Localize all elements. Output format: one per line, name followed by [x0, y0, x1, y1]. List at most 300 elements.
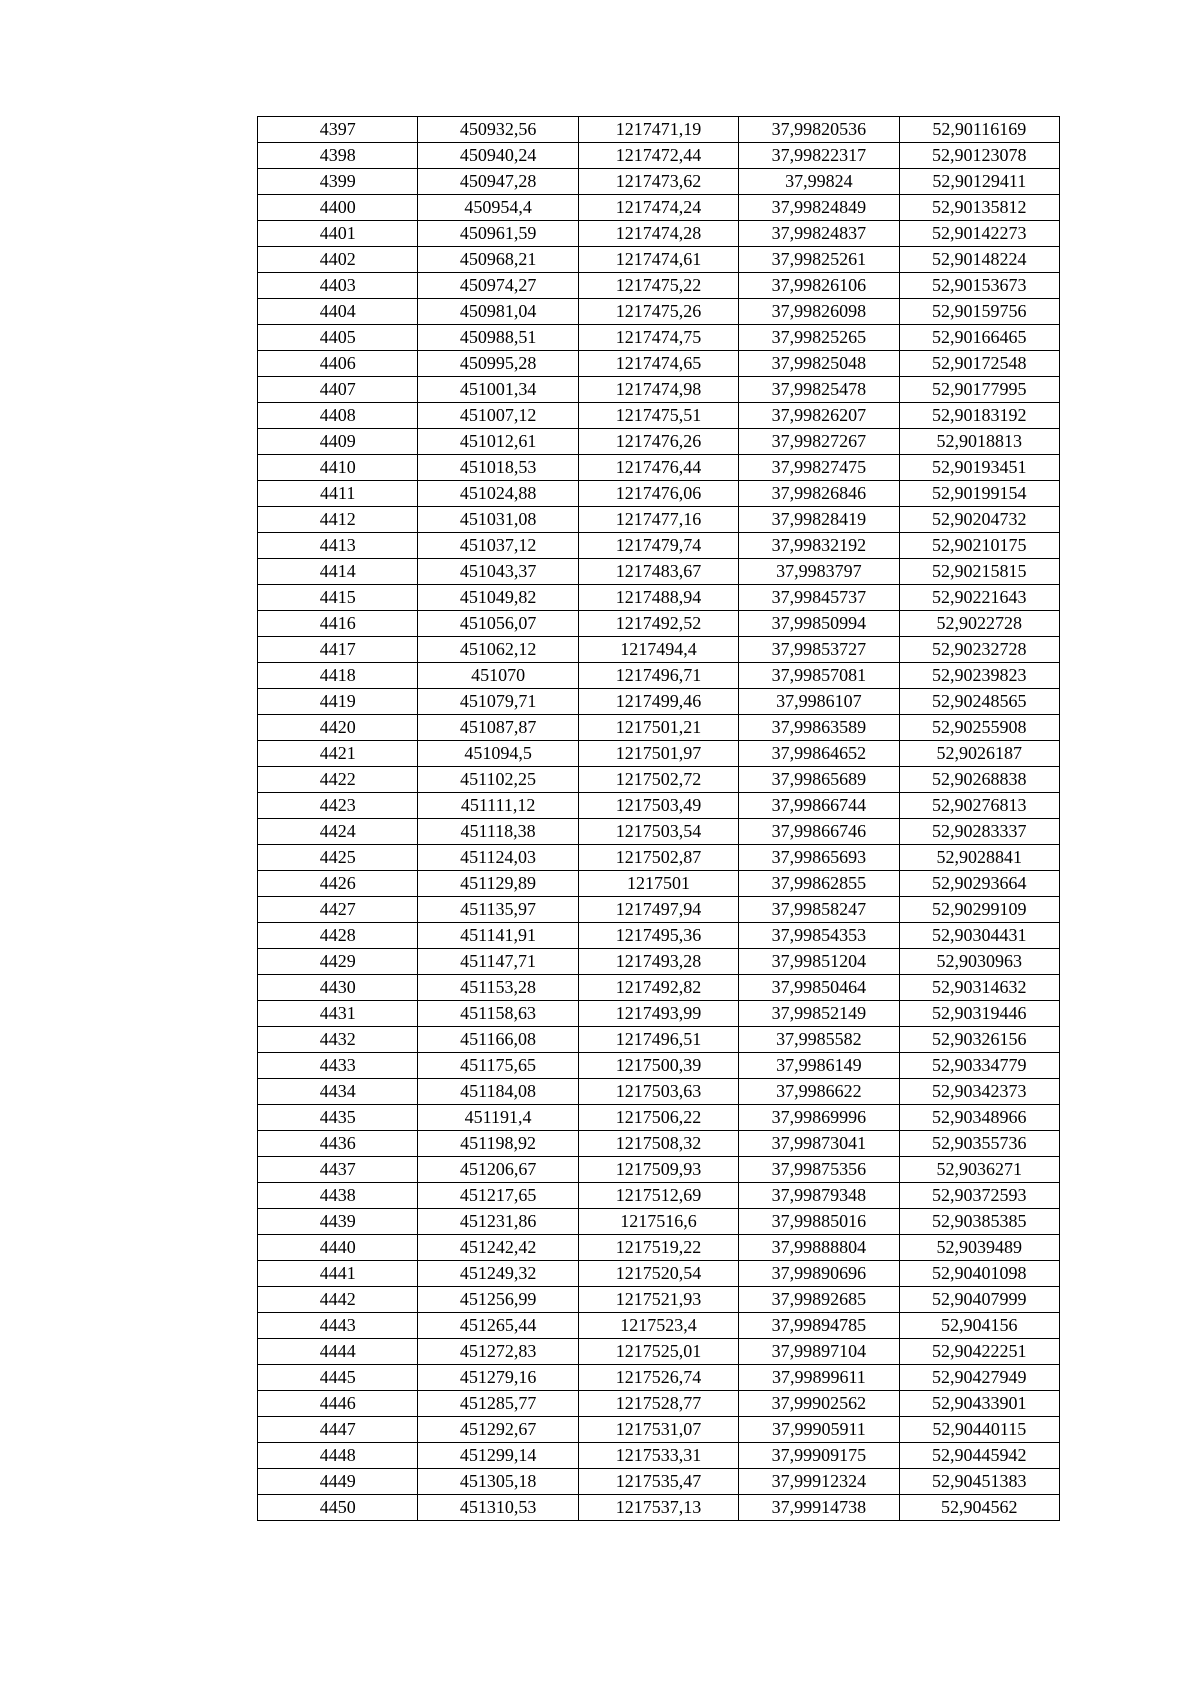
longitude-cell: 37,99825265 — [739, 325, 899, 351]
longitude-cell: 37,99858247 — [739, 897, 899, 923]
x-coordinate-cell: 451191,4 — [418, 1105, 578, 1131]
y-coordinate-cell: 1217476,26 — [578, 429, 738, 455]
point-number-cell: 4444 — [258, 1339, 418, 1365]
latitude-cell: 52,9030963 — [899, 949, 1059, 975]
y-coordinate-cell: 1217501,97 — [578, 741, 738, 767]
table-row — [258, 1495, 1060, 1521]
latitude-cell: 52,90116169 — [899, 117, 1059, 143]
table-row — [258, 481, 1060, 507]
point-number-cell: 4431 — [258, 1001, 418, 1027]
point-number-cell: 4441 — [258, 1261, 418, 1287]
x-coordinate-cell: 451158,63 — [418, 1001, 578, 1027]
latitude-cell: 52,90372593 — [899, 1183, 1059, 1209]
y-coordinate-cell: 1217503,49 — [578, 793, 738, 819]
x-coordinate-cell: 451031,08 — [418, 507, 578, 533]
table-row — [258, 663, 1060, 689]
point-number-cell: 4419 — [258, 689, 418, 715]
x-coordinate-cell: 450995,28 — [418, 351, 578, 377]
x-coordinate-cell: 451153,28 — [418, 975, 578, 1001]
longitude-cell: 37,99897104 — [739, 1339, 899, 1365]
table-row — [258, 793, 1060, 819]
coordinates-table-body — [258, 117, 1060, 1521]
table-row — [258, 273, 1060, 299]
table-row — [258, 1235, 1060, 1261]
longitude-cell: 37,99828419 — [739, 507, 899, 533]
y-coordinate-cell: 1217474,65 — [578, 351, 738, 377]
x-coordinate-cell: 451037,12 — [418, 533, 578, 559]
point-number-cell: 4412 — [258, 507, 418, 533]
latitude-cell: 52,90135812 — [899, 195, 1059, 221]
point-number-cell: 4405 — [258, 325, 418, 351]
latitude-cell: 52,90304431 — [899, 923, 1059, 949]
longitude-cell: 37,99879348 — [739, 1183, 899, 1209]
longitude-cell: 37,99864652 — [739, 741, 899, 767]
x-coordinate-cell: 451279,16 — [418, 1365, 578, 1391]
point-number-cell: 4436 — [258, 1131, 418, 1157]
x-coordinate-cell: 451217,65 — [418, 1183, 578, 1209]
point-number-cell: 4413 — [258, 533, 418, 559]
latitude-cell: 52,904562 — [899, 1495, 1059, 1521]
point-number-cell: 4409 — [258, 429, 418, 455]
table-row — [258, 559, 1060, 585]
y-coordinate-cell: 1217492,52 — [578, 611, 738, 637]
y-coordinate-cell: 1217516,6 — [578, 1209, 738, 1235]
longitude-cell: 37,99826098 — [739, 299, 899, 325]
table-row — [258, 689, 1060, 715]
table-row — [258, 1261, 1060, 1287]
latitude-cell: 52,90129411 — [899, 169, 1059, 195]
longitude-cell: 37,99902562 — [739, 1391, 899, 1417]
table-row — [258, 325, 1060, 351]
x-coordinate-cell: 451231,86 — [418, 1209, 578, 1235]
y-coordinate-cell: 1217474,24 — [578, 195, 738, 221]
table-row — [258, 1131, 1060, 1157]
latitude-cell: 52,90440115 — [899, 1417, 1059, 1443]
x-coordinate-cell: 451094,5 — [418, 741, 578, 767]
longitude-cell: 37,99826846 — [739, 481, 899, 507]
x-coordinate-cell: 451141,91 — [418, 923, 578, 949]
table-row — [258, 1469, 1060, 1495]
point-number-cell: 4416 — [258, 611, 418, 637]
latitude-cell: 52,90159756 — [899, 299, 1059, 325]
latitude-cell: 52,90215815 — [899, 559, 1059, 585]
latitude-cell: 52,90153673 — [899, 273, 1059, 299]
longitude-cell: 37,99820536 — [739, 117, 899, 143]
y-coordinate-cell: 1217508,32 — [578, 1131, 738, 1157]
latitude-cell: 52,90348966 — [899, 1105, 1059, 1131]
x-coordinate-cell: 451175,65 — [418, 1053, 578, 1079]
latitude-cell: 52,90334779 — [899, 1053, 1059, 1079]
table-row — [258, 429, 1060, 455]
longitude-cell: 37,99850464 — [739, 975, 899, 1001]
longitude-cell: 37,99912324 — [739, 1469, 899, 1495]
point-number-cell: 4423 — [258, 793, 418, 819]
latitude-cell: 52,90314632 — [899, 975, 1059, 1001]
x-coordinate-cell: 451062,12 — [418, 637, 578, 663]
y-coordinate-cell: 1217483,67 — [578, 559, 738, 585]
y-coordinate-cell: 1217535,47 — [578, 1469, 738, 1495]
point-number-cell: 4399 — [258, 169, 418, 195]
table-row — [258, 871, 1060, 897]
x-coordinate-cell: 451102,25 — [418, 767, 578, 793]
x-coordinate-cell: 450981,04 — [418, 299, 578, 325]
table-row — [258, 299, 1060, 325]
x-coordinate-cell: 450932,56 — [418, 117, 578, 143]
latitude-cell: 52,90221643 — [899, 585, 1059, 611]
longitude-cell: 37,99894785 — [739, 1313, 899, 1339]
y-coordinate-cell: 1217497,94 — [578, 897, 738, 923]
table-row — [258, 403, 1060, 429]
table-row — [258, 117, 1060, 143]
y-coordinate-cell: 1217520,54 — [578, 1261, 738, 1287]
x-coordinate-cell: 451166,08 — [418, 1027, 578, 1053]
y-coordinate-cell: 1217531,07 — [578, 1417, 738, 1443]
table-row — [258, 1027, 1060, 1053]
y-coordinate-cell: 1217537,13 — [578, 1495, 738, 1521]
point-number-cell: 4437 — [258, 1157, 418, 1183]
x-coordinate-cell: 451118,38 — [418, 819, 578, 845]
point-number-cell: 4424 — [258, 819, 418, 845]
x-coordinate-cell: 450988,51 — [418, 325, 578, 351]
y-coordinate-cell: 1217493,99 — [578, 1001, 738, 1027]
longitude-cell: 37,99914738 — [739, 1495, 899, 1521]
table-row — [258, 1391, 1060, 1417]
table-row — [258, 377, 1060, 403]
longitude-cell: 37,99890696 — [739, 1261, 899, 1287]
longitude-cell: 37,99825478 — [739, 377, 899, 403]
point-number-cell: 4438 — [258, 1183, 418, 1209]
table-row — [258, 1157, 1060, 1183]
y-coordinate-cell: 1217492,82 — [578, 975, 738, 1001]
y-coordinate-cell: 1217500,39 — [578, 1053, 738, 1079]
table-row — [258, 1287, 1060, 1313]
point-number-cell: 4448 — [258, 1443, 418, 1469]
y-coordinate-cell: 1217479,74 — [578, 533, 738, 559]
point-number-cell: 4415 — [258, 585, 418, 611]
point-number-cell: 4398 — [258, 143, 418, 169]
x-coordinate-cell: 451087,87 — [418, 715, 578, 741]
latitude-cell: 52,90255908 — [899, 715, 1059, 741]
table-row — [258, 741, 1060, 767]
x-coordinate-cell: 450961,59 — [418, 221, 578, 247]
y-coordinate-cell: 1217474,98 — [578, 377, 738, 403]
y-coordinate-cell: 1217475,51 — [578, 403, 738, 429]
point-number-cell: 4430 — [258, 975, 418, 1001]
latitude-cell: 52,90283337 — [899, 819, 1059, 845]
y-coordinate-cell: 1217474,75 — [578, 325, 738, 351]
y-coordinate-cell: 1217523,4 — [578, 1313, 738, 1339]
y-coordinate-cell: 1217521,93 — [578, 1287, 738, 1313]
x-coordinate-cell: 451265,44 — [418, 1313, 578, 1339]
point-number-cell: 4426 — [258, 871, 418, 897]
y-coordinate-cell: 1217475,26 — [578, 299, 738, 325]
table-row — [258, 1313, 1060, 1339]
y-coordinate-cell: 1217502,72 — [578, 767, 738, 793]
y-coordinate-cell: 1217503,54 — [578, 819, 738, 845]
y-coordinate-cell: 1217512,69 — [578, 1183, 738, 1209]
point-number-cell: 4401 — [258, 221, 418, 247]
table-row — [258, 715, 1060, 741]
point-number-cell: 4440 — [258, 1235, 418, 1261]
longitude-cell: 37,99827267 — [739, 429, 899, 455]
y-coordinate-cell: 1217493,28 — [578, 949, 738, 975]
point-number-cell: 4447 — [258, 1417, 418, 1443]
y-coordinate-cell: 1217501 — [578, 871, 738, 897]
longitude-cell: 37,9986622 — [739, 1079, 899, 1105]
longitude-cell: 37,99866744 — [739, 793, 899, 819]
longitude-cell: 37,99865693 — [739, 845, 899, 871]
x-coordinate-cell: 451285,77 — [418, 1391, 578, 1417]
point-number-cell: 4407 — [258, 377, 418, 403]
coordinates-table — [257, 116, 1060, 1521]
point-number-cell: 4450 — [258, 1495, 418, 1521]
latitude-cell: 52,90177995 — [899, 377, 1059, 403]
latitude-cell: 52,90248565 — [899, 689, 1059, 715]
y-coordinate-cell: 1217526,74 — [578, 1365, 738, 1391]
x-coordinate-cell: 451111,12 — [418, 793, 578, 819]
x-coordinate-cell: 451024,88 — [418, 481, 578, 507]
table-row — [258, 1053, 1060, 1079]
table-row — [258, 1105, 1060, 1131]
longitude-cell: 37,99857081 — [739, 663, 899, 689]
x-coordinate-cell: 450954,4 — [418, 195, 578, 221]
point-number-cell: 4446 — [258, 1391, 418, 1417]
latitude-cell: 52,90326156 — [899, 1027, 1059, 1053]
x-coordinate-cell: 450940,24 — [418, 143, 578, 169]
latitude-cell: 52,90422251 — [899, 1339, 1059, 1365]
table-row — [258, 845, 1060, 871]
table-row — [258, 195, 1060, 221]
longitude-cell: 37,99899611 — [739, 1365, 899, 1391]
table-row — [258, 143, 1060, 169]
y-coordinate-cell: 1217499,46 — [578, 689, 738, 715]
x-coordinate-cell: 451007,12 — [418, 403, 578, 429]
point-number-cell: 4432 — [258, 1027, 418, 1053]
longitude-cell: 37,99888804 — [739, 1235, 899, 1261]
latitude-cell: 52,9039489 — [899, 1235, 1059, 1261]
table-row — [258, 819, 1060, 845]
table-row — [258, 247, 1060, 273]
longitude-cell: 37,99824849 — [739, 195, 899, 221]
table-row — [258, 923, 1060, 949]
longitude-cell: 37,99832192 — [739, 533, 899, 559]
y-coordinate-cell: 1217528,77 — [578, 1391, 738, 1417]
longitude-cell: 37,99827475 — [739, 455, 899, 481]
latitude-cell: 52,90239823 — [899, 663, 1059, 689]
x-coordinate-cell: 451299,14 — [418, 1443, 578, 1469]
longitude-cell: 37,99865689 — [739, 767, 899, 793]
table-row — [258, 1365, 1060, 1391]
table-row — [258, 1079, 1060, 1105]
y-coordinate-cell: 1217496,51 — [578, 1027, 738, 1053]
point-number-cell: 4449 — [258, 1469, 418, 1495]
point-number-cell: 4414 — [258, 559, 418, 585]
point-number-cell: 4433 — [258, 1053, 418, 1079]
point-number-cell: 4427 — [258, 897, 418, 923]
x-coordinate-cell: 451242,42 — [418, 1235, 578, 1261]
x-coordinate-cell: 451001,34 — [418, 377, 578, 403]
y-coordinate-cell: 1217509,93 — [578, 1157, 738, 1183]
longitude-cell: 37,99862855 — [739, 871, 899, 897]
latitude-cell: 52,90183192 — [899, 403, 1059, 429]
point-number-cell: 4402 — [258, 247, 418, 273]
point-number-cell: 4442 — [258, 1287, 418, 1313]
latitude-cell: 52,9018813 — [899, 429, 1059, 455]
table-row — [258, 1183, 1060, 1209]
x-coordinate-cell: 451256,99 — [418, 1287, 578, 1313]
x-coordinate-cell: 451056,07 — [418, 611, 578, 637]
latitude-cell: 52,90172548 — [899, 351, 1059, 377]
longitude-cell: 37,99851204 — [739, 949, 899, 975]
table-row — [258, 897, 1060, 923]
y-coordinate-cell: 1217475,22 — [578, 273, 738, 299]
y-coordinate-cell: 1217473,62 — [578, 169, 738, 195]
longitude-cell: 37,9986149 — [739, 1053, 899, 1079]
table-row — [258, 455, 1060, 481]
latitude-cell: 52,90142273 — [899, 221, 1059, 247]
latitude-cell: 52,90385385 — [899, 1209, 1059, 1235]
table-row — [258, 1339, 1060, 1365]
point-number-cell: 4428 — [258, 923, 418, 949]
longitude-cell: 37,99845737 — [739, 585, 899, 611]
y-coordinate-cell: 1217474,28 — [578, 221, 738, 247]
point-number-cell: 4404 — [258, 299, 418, 325]
longitude-cell: 37,99892685 — [739, 1287, 899, 1313]
latitude-cell: 52,9022728 — [899, 611, 1059, 637]
point-number-cell: 4439 — [258, 1209, 418, 1235]
y-coordinate-cell: 1217506,22 — [578, 1105, 738, 1131]
longitude-cell: 37,99825048 — [739, 351, 899, 377]
point-number-cell: 4445 — [258, 1365, 418, 1391]
latitude-cell: 52,904156 — [899, 1313, 1059, 1339]
table-row — [258, 585, 1060, 611]
y-coordinate-cell: 1217501,21 — [578, 715, 738, 741]
x-coordinate-cell: 450968,21 — [418, 247, 578, 273]
x-coordinate-cell: 451043,37 — [418, 559, 578, 585]
point-number-cell: 4403 — [258, 273, 418, 299]
longitude-cell: 37,99869996 — [739, 1105, 899, 1131]
y-coordinate-cell: 1217533,31 — [578, 1443, 738, 1469]
y-coordinate-cell: 1217477,16 — [578, 507, 738, 533]
x-coordinate-cell: 450947,28 — [418, 169, 578, 195]
point-number-cell: 4435 — [258, 1105, 418, 1131]
y-coordinate-cell: 1217525,01 — [578, 1339, 738, 1365]
point-number-cell: 4443 — [258, 1313, 418, 1339]
table-row — [258, 767, 1060, 793]
y-coordinate-cell: 1217519,22 — [578, 1235, 738, 1261]
longitude-cell: 37,99873041 — [739, 1131, 899, 1157]
latitude-cell: 52,90210175 — [899, 533, 1059, 559]
longitude-cell: 37,99909175 — [739, 1443, 899, 1469]
latitude-cell: 52,90148224 — [899, 247, 1059, 273]
longitude-cell: 37,99824 — [739, 169, 899, 195]
longitude-cell: 37,99866746 — [739, 819, 899, 845]
point-number-cell: 4434 — [258, 1079, 418, 1105]
x-coordinate-cell: 451292,67 — [418, 1417, 578, 1443]
y-coordinate-cell: 1217502,87 — [578, 845, 738, 871]
table-row — [258, 1443, 1060, 1469]
latitude-cell: 52,90276813 — [899, 793, 1059, 819]
y-coordinate-cell: 1217476,44 — [578, 455, 738, 481]
longitude-cell: 37,9985582 — [739, 1027, 899, 1053]
longitude-cell: 37,9986107 — [739, 689, 899, 715]
latitude-cell: 52,90293664 — [899, 871, 1059, 897]
x-coordinate-cell: 451206,67 — [418, 1157, 578, 1183]
y-coordinate-cell: 1217474,61 — [578, 247, 738, 273]
x-coordinate-cell: 451305,18 — [418, 1469, 578, 1495]
x-coordinate-cell: 451049,82 — [418, 585, 578, 611]
latitude-cell: 52,90445942 — [899, 1443, 1059, 1469]
latitude-cell: 52,90407999 — [899, 1287, 1059, 1313]
x-coordinate-cell: 451129,89 — [418, 871, 578, 897]
table-row — [258, 975, 1060, 1001]
x-coordinate-cell: 451135,97 — [418, 897, 578, 923]
x-coordinate-cell: 451012,61 — [418, 429, 578, 455]
x-coordinate-cell: 451147,71 — [418, 949, 578, 975]
y-coordinate-cell: 1217471,19 — [578, 117, 738, 143]
y-coordinate-cell: 1217494,4 — [578, 637, 738, 663]
table-row — [258, 611, 1060, 637]
table-row — [258, 1417, 1060, 1443]
point-number-cell: 4408 — [258, 403, 418, 429]
point-number-cell: 4397 — [258, 117, 418, 143]
x-coordinate-cell: 451198,92 — [418, 1131, 578, 1157]
y-coordinate-cell: 1217472,44 — [578, 143, 738, 169]
longitude-cell: 37,99826106 — [739, 273, 899, 299]
latitude-cell: 52,90193451 — [899, 455, 1059, 481]
point-number-cell: 4410 — [258, 455, 418, 481]
latitude-cell: 52,90401098 — [899, 1261, 1059, 1287]
point-number-cell: 4400 — [258, 195, 418, 221]
x-coordinate-cell: 451124,03 — [418, 845, 578, 871]
longitude-cell: 37,99905911 — [739, 1417, 899, 1443]
latitude-cell: 52,9026187 — [899, 741, 1059, 767]
longitude-cell: 37,99852149 — [739, 1001, 899, 1027]
table-row — [258, 507, 1060, 533]
x-coordinate-cell: 451079,71 — [418, 689, 578, 715]
y-coordinate-cell: 1217496,71 — [578, 663, 738, 689]
point-number-cell: 4425 — [258, 845, 418, 871]
latitude-cell: 52,9036271 — [899, 1157, 1059, 1183]
longitude-cell: 37,99885016 — [739, 1209, 899, 1235]
latitude-cell: 52,90232728 — [899, 637, 1059, 663]
x-coordinate-cell: 450974,27 — [418, 273, 578, 299]
point-number-cell: 4429 — [258, 949, 418, 975]
longitude-cell: 37,9983797 — [739, 559, 899, 585]
longitude-cell: 37,99826207 — [739, 403, 899, 429]
longitude-cell: 37,99875356 — [739, 1157, 899, 1183]
table-row — [258, 1209, 1060, 1235]
latitude-cell: 52,90433901 — [899, 1391, 1059, 1417]
x-coordinate-cell: 451018,53 — [418, 455, 578, 481]
y-coordinate-cell: 1217495,36 — [578, 923, 738, 949]
table-row — [258, 221, 1060, 247]
latitude-cell: 52,90204732 — [899, 507, 1059, 533]
point-number-cell: 4418 — [258, 663, 418, 689]
point-number-cell: 4417 — [258, 637, 418, 663]
point-number-cell: 4420 — [258, 715, 418, 741]
x-coordinate-cell: 451184,08 — [418, 1079, 578, 1105]
y-coordinate-cell: 1217488,94 — [578, 585, 738, 611]
x-coordinate-cell: 451310,53 — [418, 1495, 578, 1521]
longitude-cell: 37,99822317 — [739, 143, 899, 169]
latitude-cell: 52,90166465 — [899, 325, 1059, 351]
table-row — [258, 351, 1060, 377]
table-row — [258, 169, 1060, 195]
table-row — [258, 533, 1060, 559]
longitude-cell: 37,99863589 — [739, 715, 899, 741]
latitude-cell: 52,90199154 — [899, 481, 1059, 507]
